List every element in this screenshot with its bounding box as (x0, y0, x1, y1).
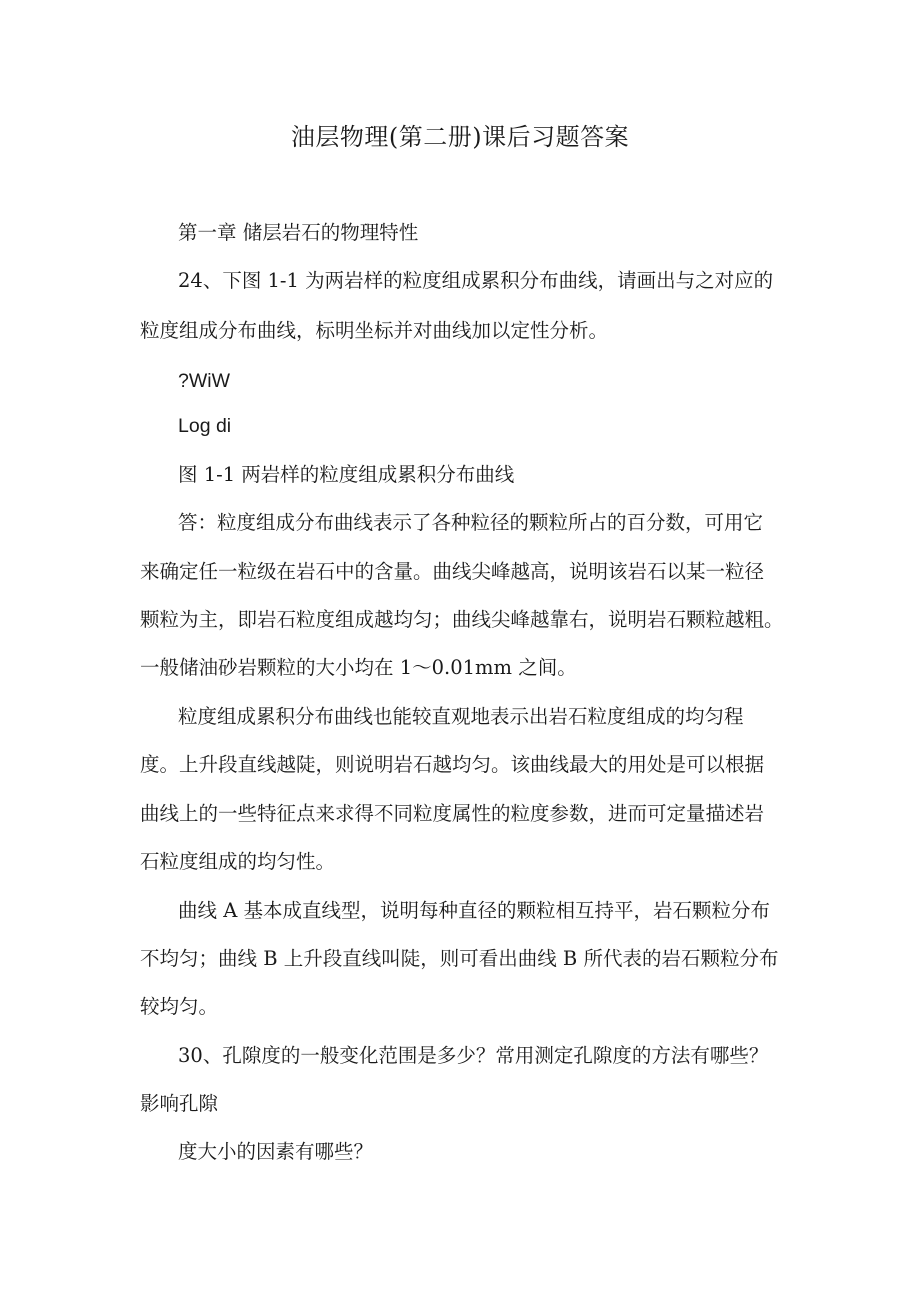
answer-para-2-line-4: 石粒度组成的均匀性。 (140, 850, 336, 873)
answer-para-2-line-3: 曲线上的一些特征点来求得不同粒度属性的粒度参数，进而可定量描述岩 (140, 802, 765, 825)
answer-para-1-line-3: 颗粒为主，即岩石粒度组成越均匀；曲线尖峰越靠右，说明岩石颗粒越粗。 (140, 608, 784, 631)
question-24-line-1: 24、下图 1-1 为两岩样的粒度组成累积分布曲线，请画出与之对应的 (178, 269, 774, 292)
answer-para-3-line-1: 曲线 A 基本成直线型，说明每种直径的颗粒相互持平，岩石颗粒分布 (178, 899, 770, 922)
figure-y-axis-label: ?WiW (178, 370, 230, 392)
question-30-line-2: 影响孔隙 (140, 1092, 219, 1115)
answer-para-3-line-3: 较均匀。 (140, 995, 219, 1018)
document-title: 油层物理(第二册)课后习题答案 (290, 123, 630, 151)
question-30-line-1: 30、孔隙度的一般变化范围是多少？常用测定孔隙度的方法有哪些？ (178, 1044, 769, 1067)
answer-para-1-line-1: 答：粒度组成分布曲线表示了各种粒径的颗粒所占的百分数，可用它 (178, 511, 764, 534)
answer-para-2-line-2: 度。上升段直线越陡，则说明岩石越均匀。该曲线最大的用处是可以根据 (140, 753, 765, 776)
answer-para-1-line-2: 来确定任一粒级在岩石中的含量。曲线尖峰越高，说明该岩石以某一粒径 (140, 560, 765, 583)
figure-x-axis-label: Log di (178, 415, 232, 437)
answer-para-2-line-1: 粒度组成累积分布曲线也能较直观地表示出岩石粒度组成的均匀程 (178, 705, 744, 728)
question-30-line-3: 度大小的因素有哪些？ (178, 1140, 374, 1163)
answer-para-3-line-2: 不均匀；曲线 B 上升段直线叫陡，则可看出曲线 B 所代表的岩石颗粒分布 (140, 947, 779, 970)
figure-caption: 图 1-1 两岩样的粒度组成累积分布曲线 (178, 463, 515, 486)
answer-para-1-line-4: 一般储油砂岩颗粒的大小均在 1～0.01mm 之间。 (140, 656, 577, 679)
chapter-heading: 第一章 储层岩石的物理特性 (178, 221, 419, 244)
question-24-line-2: 粒度组成分布曲线，标明坐标并对曲线加以定性分析。 (140, 319, 609, 342)
